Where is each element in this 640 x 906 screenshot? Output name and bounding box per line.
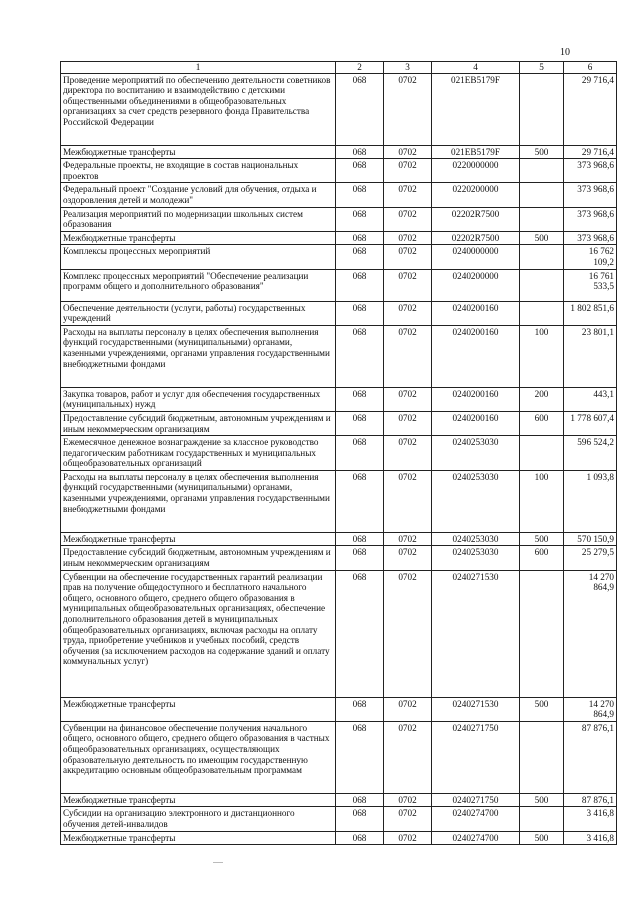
table-row [61,325,617,387]
row-value-cell: 068 [336,145,384,159]
table-row [61,546,617,570]
row-value-cell: 0240253030 [432,470,520,532]
row-value-cell: 500 [520,697,564,721]
row-value-cell: 29 716,4 [564,145,617,159]
row-name-cell: Межбюджетные трансферты [61,697,336,721]
row-value-cell: 0702 [384,570,432,697]
row-value-cell: 068 [336,73,384,145]
row-name-cell: Проведение мероприятий по обеспечению деятельности советников директора по воспитанию и взаимодействию с детскими общественными объединениями в общеобразовательных организациях за счет средств резервного фонда Правительства Российской Федерации [61,73,336,145]
table-row [61,387,617,411]
row-value-cell: 068 [336,159,384,183]
row-value-cell: 0702 [384,721,432,793]
row-value-cell: 021ЕВ5179F [432,145,520,159]
row-value-cell: 0240200160 [432,387,520,411]
table-row [61,145,617,159]
table-row [61,231,617,245]
row-value-cell: 0220000000 [432,159,520,183]
row-value-cell: 500 [520,231,564,245]
row-value-cell: 443,1 [564,387,617,411]
row-value-cell [520,207,564,231]
row-value-cell: 14 270 864,9 [564,570,617,697]
row-value-cell: 100 [520,470,564,532]
table-row [61,697,617,721]
row-value-cell: 596 524,2 [564,436,617,471]
row-value-cell: 0240253030 [432,546,520,570]
row-value-cell: 068 [336,470,384,532]
row-value-cell: 23 801,1 [564,325,617,387]
row-value-cell [520,436,564,471]
row-name-cell: Предоставление субсидий бюджетным, автономным учреждениям и иным некоммерческим организациям [61,411,336,435]
row-value-cell: 0240200160 [432,411,520,435]
row-value-cell: 373 968,6 [564,159,617,183]
table-row [61,245,617,269]
row-value-cell: 29 716,4 [564,73,617,145]
row-value-cell: 570 150,9 [564,532,617,546]
row-value-cell: 068 [336,207,384,231]
header-cell: 2 [336,62,384,74]
row-value-cell: 0240274700 [432,831,520,845]
header-row [61,62,617,74]
row-value-cell: 3 416,8 [564,831,617,845]
row-value-cell: 0702 [384,411,432,435]
row-value-cell: 068 [336,831,384,845]
row-value-cell: 1 778 607,4 [564,411,617,435]
table-row [61,183,617,207]
row-value-cell: 373 968,6 [564,231,617,245]
row-value-cell: 25 279,5 [564,546,617,570]
row-value-cell: 068 [336,532,384,546]
table-row [61,301,617,325]
header-cell: 1 [61,62,336,74]
row-value-cell [520,269,564,301]
header-cell: 5 [520,62,564,74]
row-value-cell: 068 [336,807,384,831]
header-cell: 3 [384,62,432,74]
table-row [61,721,617,793]
row-name-cell: Комплексы процессных мероприятий [61,245,336,269]
row-name-cell: Межбюджетные трансферты [61,831,336,845]
row-value-cell: 0702 [384,301,432,325]
table-row [61,470,617,532]
row-name-cell: Расходы на выплаты персоналу в целях обеспечения выполнения функций государственными (муниципальными) органами, казенными учреждениями, органами управления государственными внебюджетными фондами [61,470,336,532]
row-name-cell: Ежемесячное денежное вознаграждение за классное руководство педагогическим работникам государственных и муниципальных общеобразовательных организаций [61,436,336,471]
row-value-cell: 0702 [384,159,432,183]
row-value-cell: 0702 [384,546,432,570]
row-value-cell: 16 762 109,2 [564,245,617,269]
table-row [61,807,617,831]
row-value-cell: 0702 [384,325,432,387]
row-value-cell: 0702 [384,73,432,145]
row-value-cell: 0702 [384,831,432,845]
row-name-cell: Субвенции на финансовое обеспечение получения начального общего, основного общего, среднего общего образования в частных общеобразовательных организациях, осуществляющих образовательную деятельность по имеющим государственную аккредитацию основным общеобразовательным программам [61,721,336,793]
row-value-cell: 0702 [384,245,432,269]
row-value-cell: 0702 [384,470,432,532]
table-row [61,831,617,845]
row-value-cell: 068 [336,793,384,807]
table-row [61,793,617,807]
row-value-cell: 068 [336,546,384,570]
row-value-cell: 1 802 851,6 [564,301,617,325]
row-value-cell [520,807,564,831]
table-row [61,570,617,697]
row-value-cell: 500 [520,145,564,159]
row-value-cell: 16 761 533,5 [564,269,617,301]
row-value-cell: 373 968,6 [564,183,617,207]
table-row [61,159,617,183]
row-value-cell: 0702 [384,697,432,721]
row-value-cell: 0220200000 [432,183,520,207]
row-name-cell: Межбюджетные трансферты [61,231,336,245]
row-name-cell: Предоставление субсидий бюджетным, автономным учреждениям и иным некоммерческим организациям [61,546,336,570]
row-value-cell: 0702 [384,207,432,231]
row-value-cell [520,301,564,325]
row-value-cell: 0240200160 [432,325,520,387]
row-value-cell: 068 [336,411,384,435]
row-value-cell: 068 [336,436,384,471]
row-value-cell: 87 876,1 [564,793,617,807]
row-value-cell: 068 [336,301,384,325]
row-name-cell: Субвенции на обеспечение государственных гарантий реализации прав на получение общедоступного и бесплатного начального общего, основного общего, среднего общего образования в муниципальных общеобразовательных организациях, обеспечение дополнительного образования детей в муниципальных общеобразовательных организациях, включая расходы на оплату труда, приобретение учебников и учебных пособий, средств обучения (за исключением расходов на содержание зданий и оплату коммунальных услуг) [61,570,336,697]
row-value-cell: 0240200000 [432,269,520,301]
row-value-cell: 100 [520,325,564,387]
row-value-cell: 600 [520,411,564,435]
row-value-cell: 068 [336,183,384,207]
row-value-cell: 0240271530 [432,570,520,697]
row-value-cell: 0702 [384,269,432,301]
row-value-cell: 0240271750 [432,721,520,793]
row-value-cell: 068 [336,570,384,697]
row-name-cell: Комплекс процессных мероприятий "Обеспечение реализации программ общего и дополнительного образования" [61,269,336,301]
row-value-cell: 500 [520,831,564,845]
row-value-cell: 0240253030 [432,436,520,471]
row-value-cell: 021ЕВ5179F [432,73,520,145]
row-value-cell [520,245,564,269]
table-row [61,207,617,231]
row-value-cell: 068 [336,269,384,301]
row-value-cell: 200 [520,387,564,411]
row-value-cell: 14 270 864,9 [564,697,617,721]
row-value-cell: 068 [336,231,384,245]
row-value-cell: 068 [336,325,384,387]
budget-table [60,61,617,845]
row-name-cell: Обеспечение деятельности (услуги, работы) государственных учреждений [61,301,336,325]
row-value-cell: 87 876,1 [564,721,617,793]
row-value-cell: 02202R7500 [432,231,520,245]
row-name-cell: Субсидии на организацию электронного и дистанционного обучения детей-инвалидов [61,807,336,831]
row-value-cell: 068 [336,721,384,793]
row-value-cell: 0240271750 [432,793,520,807]
row-value-cell: 500 [520,793,564,807]
row-value-cell: 3 416,8 [564,807,617,831]
row-name-cell: Расходы на выплаты персоналу в целях обеспечения выполнения функций государственными (муниципальными) органами, казенными учреждениями, органами управления государственными внебюджетными фондами [61,325,336,387]
row-name-cell: Федеральный проект "Создание условий для обучения, отдыха и оздоровления детей и молодежи" [61,183,336,207]
row-value-cell: 0240253030 [432,532,520,546]
row-name-cell: Федеральные проекты, не входящие в состав национальных проектов [61,159,336,183]
row-value-cell: 0240271530 [432,697,520,721]
row-value-cell: 0702 [384,387,432,411]
row-name-cell: Межбюджетные трансферты [61,532,336,546]
row-value-cell [520,73,564,145]
row-value-cell: 1 093,8 [564,470,617,532]
row-value-cell [520,159,564,183]
row-value-cell: 068 [336,697,384,721]
table-row [61,411,617,435]
row-value-cell: 600 [520,546,564,570]
row-value-cell: 02202R7500 [432,207,520,231]
row-name-cell: Межбюджетные трансферты [61,793,336,807]
row-value-cell: 0702 [384,145,432,159]
row-value-cell: 0240274700 [432,807,520,831]
row-value-cell [520,721,564,793]
row-name-cell: Межбюджетные трансферты [61,145,336,159]
table-row [61,269,617,301]
row-value-cell: 0702 [384,436,432,471]
header-cell: 4 [432,62,520,74]
row-value-cell: 0702 [384,183,432,207]
row-value-cell [520,183,564,207]
row-value-cell: 0702 [384,231,432,245]
row-value-cell: 0240000000 [432,245,520,269]
table-row [61,73,617,145]
row-value-cell: 068 [336,387,384,411]
row-value-cell: 0702 [384,807,432,831]
row-value-cell: 0240200160 [432,301,520,325]
row-value-cell: 0702 [384,793,432,807]
page-number: 10 [560,47,570,58]
scan-mark [213,862,223,863]
table-row [61,532,617,546]
row-value-cell: 373 968,6 [564,207,617,231]
row-name-cell: Закупка товаров, работ и услуг для обеспечения государственных (муниципальных) нужд [61,387,336,411]
table-row [61,436,617,471]
row-value-cell [520,570,564,697]
row-name-cell: Реализация мероприятий по модернизации школьных систем образования [61,207,336,231]
row-value-cell: 0702 [384,532,432,546]
header-cell: 6 [564,62,617,74]
row-value-cell: 068 [336,245,384,269]
row-value-cell: 500 [520,532,564,546]
